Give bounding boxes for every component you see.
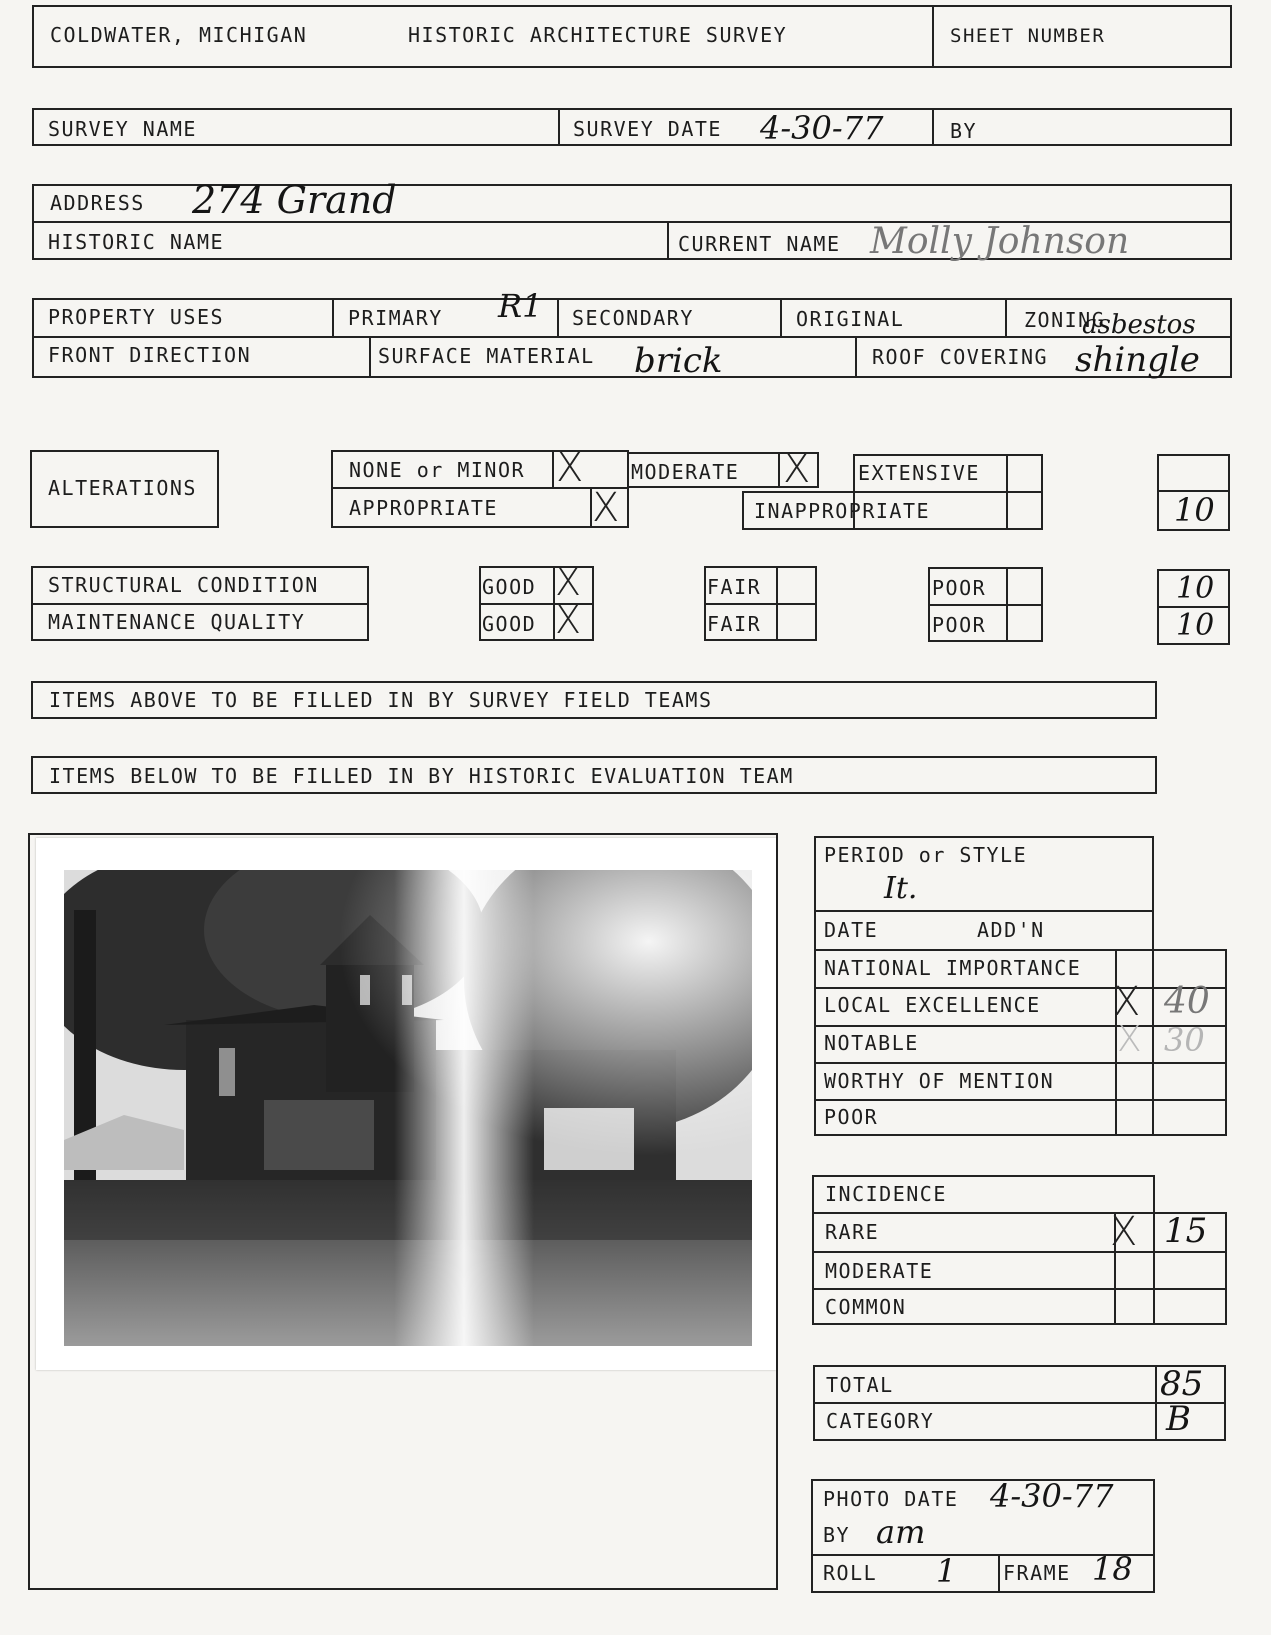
period-style-value: It. — [884, 871, 918, 906]
photo-date-value: 4-30-77 — [990, 1477, 1114, 1515]
front-direction-label: FRONT DIRECTION — [48, 343, 252, 367]
addition-label: ADD'N — [977, 918, 1045, 942]
divider — [855, 336, 857, 378]
divider — [1155, 756, 1157, 794]
surface-material-value: brick — [634, 341, 723, 381]
frame-label: FRAME — [1003, 1561, 1071, 1585]
survey-date-label: SURVEY DATE — [573, 117, 722, 141]
period-style-label: PERIOD or STYLE — [824, 843, 1028, 867]
divider — [1225, 1212, 1227, 1325]
frame-value: 18 — [1092, 1550, 1133, 1588]
divider — [814, 949, 1226, 951]
divider — [1006, 567, 1008, 642]
address-label: ADDRESS — [50, 191, 145, 215]
current-name-label: CURRENT NAME — [678, 232, 841, 256]
divider — [742, 528, 854, 530]
zoning-label: ZONING — [1024, 308, 1106, 332]
surface-material-label: SURFACE MATERIAL — [378, 344, 595, 368]
structural-condition-label: STRUCTURAL CONDITION — [48, 573, 319, 597]
rare-label: RARE — [825, 1220, 880, 1244]
divider — [780, 298, 782, 336]
divider — [1005, 298, 1007, 336]
roll-label: ROLL — [823, 1561, 878, 1585]
divider — [812, 1323, 1226, 1325]
total-value: 85 — [1160, 1364, 1204, 1404]
divider — [1225, 949, 1227, 1136]
divider — [552, 450, 554, 487]
historic-name-label: HISTORIC NAME — [48, 230, 225, 254]
photo-by-value: am — [876, 1513, 926, 1551]
local-excellence-score: 40 — [1164, 981, 1210, 1022]
moderate-check-mark: X — [783, 446, 811, 492]
divider — [1155, 681, 1157, 719]
divider — [932, 5, 934, 68]
divider — [704, 603, 817, 605]
roof-covering-value-2: shingle — [1075, 340, 1200, 380]
extensive-label: EXTENSIVE — [858, 461, 980, 485]
photo-by-label: BY — [823, 1523, 851, 1547]
current-name-value: Molly Johnson — [870, 221, 1130, 262]
divider — [32, 336, 1232, 338]
divider — [814, 1099, 1226, 1101]
maintenance-score: 10 — [1176, 608, 1215, 643]
divider — [814, 1062, 1226, 1064]
notable-label: NOTABLE — [824, 1031, 919, 1055]
alterations-score: 10 — [1174, 491, 1215, 529]
poor-label: POOR — [932, 576, 987, 600]
none-minor-check-mark: X — [556, 445, 584, 491]
sheet-number-label: SHEET NUMBER — [950, 25, 1106, 47]
roof-covering-label: ROOF COVERING — [872, 345, 1049, 369]
maintenance-good-check-mark: X — [555, 598, 582, 642]
local-excellence-label: LOCAL EXCELLENCE — [824, 993, 1041, 1017]
category-value: B — [1166, 1399, 1191, 1439]
evaluation-poor-label: POOR — [824, 1105, 879, 1129]
common-label: COMMON — [825, 1295, 907, 1319]
structural-good-check-mark: X — [555, 560, 582, 604]
total-label: TOTAL — [826, 1373, 894, 1397]
survey-date-value: 4-30-77 — [760, 109, 884, 147]
original-label: ORIGINAL — [796, 307, 905, 331]
moderate-label: MODERATE — [631, 460, 740, 484]
address-value: 274 Grand — [192, 178, 397, 222]
photo-date-label: PHOTO DATE — [823, 1487, 959, 1511]
divider — [928, 604, 1043, 606]
incidence-moderate-label: MODERATE — [825, 1259, 934, 1283]
divider — [558, 108, 560, 146]
fair-label: FAIR — [707, 612, 762, 636]
survey-by-label: BY — [950, 119, 978, 143]
items-below-note: ITEMS BELOW TO BE FILLED IN BY HISTORIC EVALUATION TEAM — [49, 764, 794, 788]
form-title: HISTORIC ARCHITECTURE SURVEY — [408, 23, 788, 47]
category-label: CATEGORY — [826, 1409, 935, 1433]
location-label: COLDWATER, MICHIGAN — [50, 23, 308, 47]
roof-covering-value-1: asbestos — [1082, 310, 1196, 340]
notable-check-mark: X — [1117, 1019, 1142, 1060]
divider — [667, 221, 669, 260]
rare-score: 15 — [1164, 1211, 1208, 1251]
divider — [627, 487, 629, 528]
appropriate-label: APPROPRIATE — [349, 496, 498, 520]
good-label: GOOD — [482, 575, 537, 599]
survey-name-label: SURVEY NAME — [48, 117, 197, 141]
rare-check-mark: X — [1110, 1209, 1138, 1255]
house-photo — [36, 838, 776, 1370]
secondary-label: SECONDARY — [572, 306, 694, 330]
divider — [778, 452, 780, 488]
divider — [814, 1134, 1226, 1136]
divider — [998, 1554, 1000, 1593]
divider — [812, 1288, 1226, 1290]
divider — [557, 298, 559, 336]
divider — [369, 336, 371, 378]
poor-label: POOR — [932, 613, 987, 637]
divider — [332, 298, 334, 336]
national-importance-label: NATIONAL IMPORTANCE — [824, 956, 1082, 980]
good-label: GOOD — [482, 612, 537, 636]
incidence-label: INCIDENCE — [825, 1182, 947, 1206]
property-uses-label: PROPERTY USES — [48, 305, 225, 329]
roll-value: 1 — [936, 1552, 957, 1590]
divider — [742, 491, 744, 530]
house-photo-image — [64, 870, 752, 1346]
local-excellence-check-mark: X — [1113, 979, 1141, 1025]
items-above-note: ITEMS ABOVE TO BE FILLED IN BY SURVEY FIELD TEAMS — [49, 688, 713, 712]
primary-label: PRIMARY — [348, 306, 443, 330]
primary-value: R1 — [498, 287, 543, 325]
divider — [31, 603, 369, 605]
inappropriate-label: INAPPROPRIATE — [754, 499, 931, 523]
divider — [932, 108, 934, 146]
structural-score: 10 — [1176, 571, 1215, 606]
divider — [1155, 1365, 1157, 1441]
notable-score: 30 — [1164, 1021, 1205, 1059]
divider — [331, 487, 629, 489]
divider — [812, 1251, 1226, 1253]
worthy-of-mention-label: WORTHY OF MENTION — [824, 1069, 1055, 1093]
alterations-label: ALTERATIONS — [48, 476, 197, 500]
fair-label: FAIR — [707, 575, 762, 599]
date-label: DATE — [824, 918, 879, 942]
maintenance-quality-label: MAINTENANCE QUALITY — [48, 610, 306, 634]
appropriate-check-mark: X — [592, 485, 620, 531]
none-minor-label: NONE or MINOR — [349, 458, 526, 482]
divider — [814, 910, 1154, 912]
divider — [776, 566, 778, 641]
